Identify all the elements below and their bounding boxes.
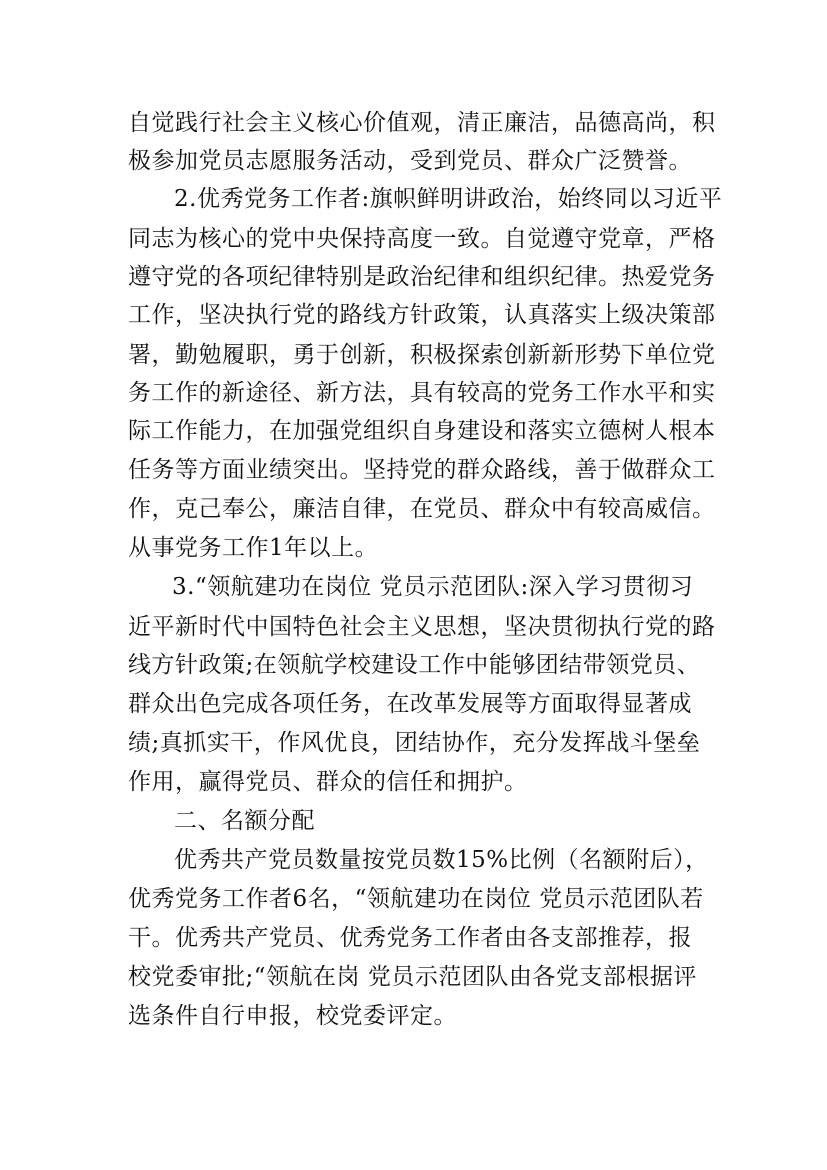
text-line: 选条件自行申报，校党委评定。 bbox=[128, 1003, 457, 1029]
text-line: 从事党务工作1年以上。 bbox=[128, 535, 379, 561]
text-line: 群众出色完成各项任务，在改革发展等方面取得显著成 bbox=[128, 691, 692, 717]
text-line: 优秀党务工作者6名，“领航建功在岗位 党员示范团队若 bbox=[128, 886, 704, 912]
text-line: 作，克己奉公，廉洁自律，在党员、群众中有较高威信。 bbox=[128, 496, 716, 522]
text-line: 2.优秀党务工作者:旗帜鲜明讲政治，始终同以习近平 bbox=[174, 186, 723, 212]
section-heading: 二、名额分配 bbox=[174, 808, 315, 834]
text-line: 干。优秀共产党员、优秀党务工作者由各支部推荐，报 bbox=[128, 925, 692, 951]
text-line: 绩;真抓实干，作风优良，团结协作，充分发挥战斗堡垒 bbox=[128, 730, 701, 756]
text-line: 3.“领航建功在岗位 党员示范团队:深入学习贯彻习 bbox=[172, 574, 694, 600]
text-line: 线方针政策;在领航学校建设工作中能够团结带领党员、 bbox=[128, 652, 701, 678]
text-line: 任务等方面业绩突出。坚持党的群众路线，善于做群众工 bbox=[128, 457, 716, 483]
text-line: 同志为核心的党中央保持高度一致。自觉遵守党章，严格 bbox=[128, 226, 716, 252]
text-line: 务工作的新途径、新方法，具有较高的党务工作水平和实 bbox=[128, 380, 716, 406]
text-line: 遵守党的各项纪律特别是政治纪律和组织纪律。热爱党务 bbox=[128, 264, 716, 290]
text-line: 近平新时代中国特色社会主义思想，坚决贯彻执行党的路 bbox=[128, 614, 716, 640]
text-line: 际工作能力，在加强党组织自身建设和落实立德树人根本 bbox=[128, 418, 716, 444]
text-line: 校党委审批;“领航在岗 党员示范团队由各党支部根据评 bbox=[128, 964, 697, 990]
text-line: 极参加党员志愿服务活动，受到党员、群众广泛赞誉。 bbox=[128, 148, 692, 174]
text-line: 优秀共产党员数量按党员数15%比例（名额附后）， bbox=[174, 847, 709, 873]
text-line: 作用，赢得党员、群众的信任和拥护。 bbox=[128, 769, 528, 795]
text-line: 自觉践行社会主义核心价值观，清正廉洁，品德高尚，积 bbox=[128, 110, 716, 136]
text-line: 工作，坚决执行党的路线方针政策，认真落实上级决策部 bbox=[128, 302, 716, 328]
text-line: 署，勤勉履职，勇于创新，积极探索创新新形势下单位党 bbox=[128, 342, 716, 368]
